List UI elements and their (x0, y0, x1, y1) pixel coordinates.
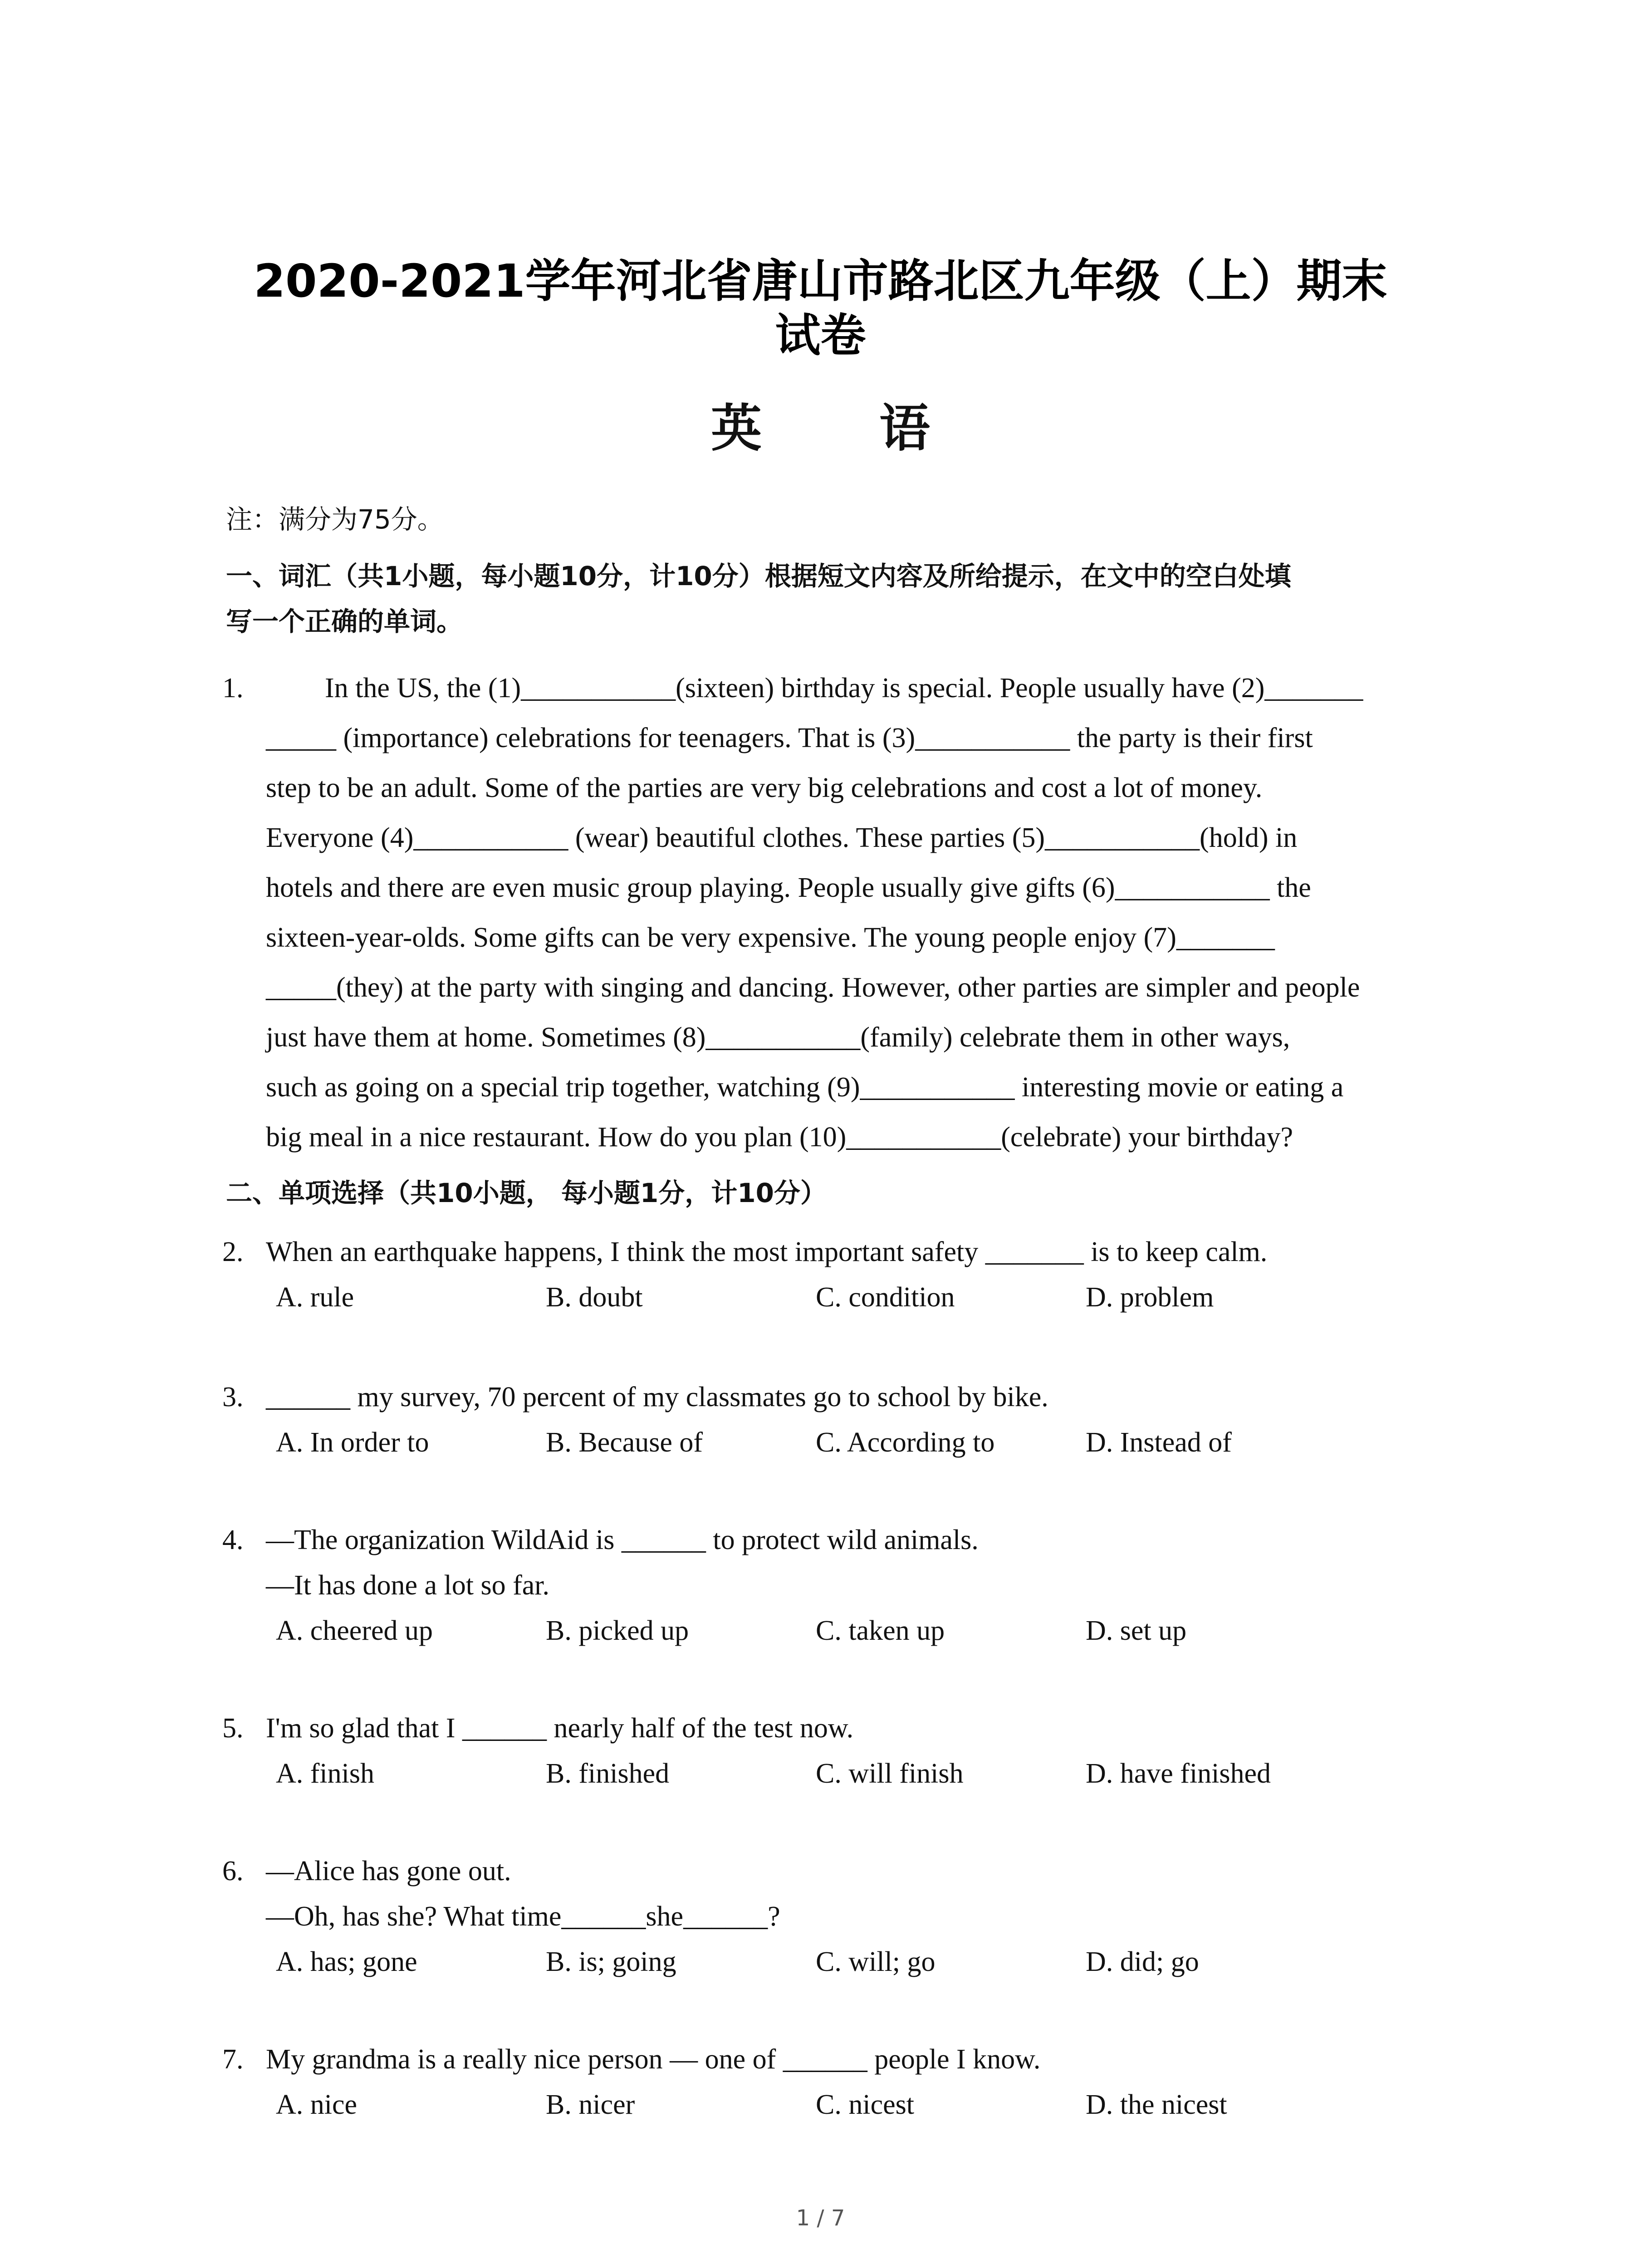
option-a[interactable]: A. finish (276, 1758, 374, 1789)
question-5 (222, 1706, 1484, 1796)
option-b[interactable]: B. picked up (546, 1615, 689, 1646)
option-b[interactable]: B. doubt (546, 1282, 643, 1313)
option-d[interactable]: D. problem (1086, 1282, 1214, 1313)
passage-line: Everyone (4)___________ (wear) beautiful clothes. These parties (5)___________(hold) in (266, 822, 1298, 853)
question-7 (222, 2037, 1484, 2127)
option-c[interactable]: C. nicest (816, 2089, 914, 2120)
option-c[interactable]: C. taken up (816, 1615, 945, 1646)
passage-line: _____(they) at the party with singing and dancing. However, other parties are simpler and people (266, 972, 1360, 1003)
question-text: —Oh, has she? What time______she______? (266, 1901, 780, 1932)
option-d[interactable]: D. have finished (1086, 1758, 1271, 1789)
question-text: —Alice has gone out. (266, 1856, 511, 1887)
option-c[interactable]: C. will finish (816, 1758, 964, 1789)
question-number: 3. (222, 1382, 244, 1413)
question-stem (222, 1229, 1484, 1275)
answer-options (222, 1939, 1484, 1984)
option-b[interactable]: B. nicer (546, 2089, 635, 2120)
passage-line: step to be an adult. Some of the parties are very big celebrations and cost a lot of money. (266, 772, 1263, 803)
section-1-heading-line-2: 写一个正确的单词。 (226, 606, 463, 637)
question-stem (222, 1374, 1484, 1420)
passage-line: hotels and there are even music group playing. People usually give gifts (6)___________ the (266, 872, 1311, 903)
passage-line (222, 663, 1470, 713)
question-6 (222, 1848, 1484, 1984)
question-2 (222, 1229, 1484, 1320)
question-stem (222, 1517, 1484, 1563)
question-stem (222, 2037, 1484, 2082)
option-c[interactable]: C. will; go (816, 1946, 936, 1977)
passage-line-text: In the US, the (1)___________(sixteen) birthday is special. People usually have (2)_______ (325, 673, 1363, 704)
question-text: When an earthquake happens, I think the most important safety _______ is to keep calm. (266, 1237, 1268, 1267)
answer-options (222, 1608, 1484, 1653)
answer-options (222, 2082, 1484, 2127)
option-a[interactable]: A. rule (276, 1282, 354, 1313)
section-1-heading-line-1: 一、词汇（共1小题，每小题10分，计10分）根据短文内容及所给提示，在文中的空白处填 (226, 561, 1291, 591)
answer-options (222, 1751, 1484, 1796)
section-2-heading: 二、单项选择（共10小题， 每小题1分，计10分） (226, 1178, 827, 1208)
option-a[interactable]: A. nice (276, 2089, 358, 2120)
question-number: 1. (222, 673, 244, 704)
option-a[interactable]: A. has; gone (276, 1946, 417, 1977)
question-text: My grandma is a really nice person — one of ______ people I know. (266, 2044, 1041, 2075)
subject-heading: 英 语 (711, 399, 980, 458)
option-d[interactable]: D. the nicest (1086, 2089, 1227, 2120)
option-d[interactable]: D. set up (1086, 1615, 1187, 1646)
question-number: 4. (222, 1525, 244, 1555)
page-title-line-1: 2020-2021学年河北省唐山市路北区九年级（上）期末 (254, 254, 1387, 308)
question-number: 2. (222, 1237, 244, 1267)
question-text: I'm so glad that I ______ nearly half of the test now. (266, 1713, 854, 1744)
option-c[interactable]: C. condition (816, 1282, 955, 1313)
passage-line: such as going on a special trip together, watching (9)___________ interesting movie or eating a (266, 1072, 1344, 1103)
answer-options (222, 1420, 1484, 1465)
question-number: 5. (222, 1713, 244, 1744)
question-text: —The organization WildAid is ______ to protect wild animals. (266, 1525, 979, 1555)
option-b[interactable]: B. finished (546, 1758, 670, 1789)
question-4 (222, 1517, 1484, 1653)
question-text: ______ my survey, 70 percent of my classmates go to school by bike. (266, 1382, 1048, 1413)
option-b[interactable]: B. is; going (546, 1946, 676, 1977)
passage-line: big meal in a nice restaurant. How do you plan (10)___________(celebrate) your birthday? (266, 1122, 1293, 1153)
page-title-line-2: 试卷 (775, 309, 866, 362)
question-number: 6. (222, 1856, 244, 1887)
page-indicator: 1 / 7 (796, 2205, 845, 2231)
question-stem (222, 1848, 1484, 1894)
passage-line: _____ (importance) celebrations for teenagers. That is (3)___________ the party is their first (266, 723, 1313, 753)
question-number: 7. (222, 2044, 244, 2075)
option-a[interactable]: A. cheered up (276, 1615, 433, 1646)
option-d[interactable]: D. Instead of (1086, 1427, 1232, 1458)
answer-options (222, 1275, 1484, 1320)
passage-line: sixteen-year-olds. Some gifts can be very expensive. The young people enjoy (7)_______ (266, 922, 1275, 953)
score-note: 注：满分为75分。 (226, 504, 444, 535)
question-text: —It has done a lot so far. (266, 1570, 550, 1601)
option-d[interactable]: D. did; go (1086, 1946, 1199, 1977)
cloze-passage (222, 663, 1470, 1162)
passage-line: just have them at home. Sometimes (8)___________(family) celebrate them in other ways, (266, 1022, 1290, 1053)
question-3 (222, 1374, 1484, 1465)
option-a[interactable]: A. In order to (276, 1427, 429, 1458)
question-stem (222, 1706, 1484, 1751)
option-c[interactable]: C. According to (816, 1427, 995, 1458)
section-1-heading (226, 553, 1451, 644)
option-b[interactable]: B. Because of (546, 1427, 703, 1458)
